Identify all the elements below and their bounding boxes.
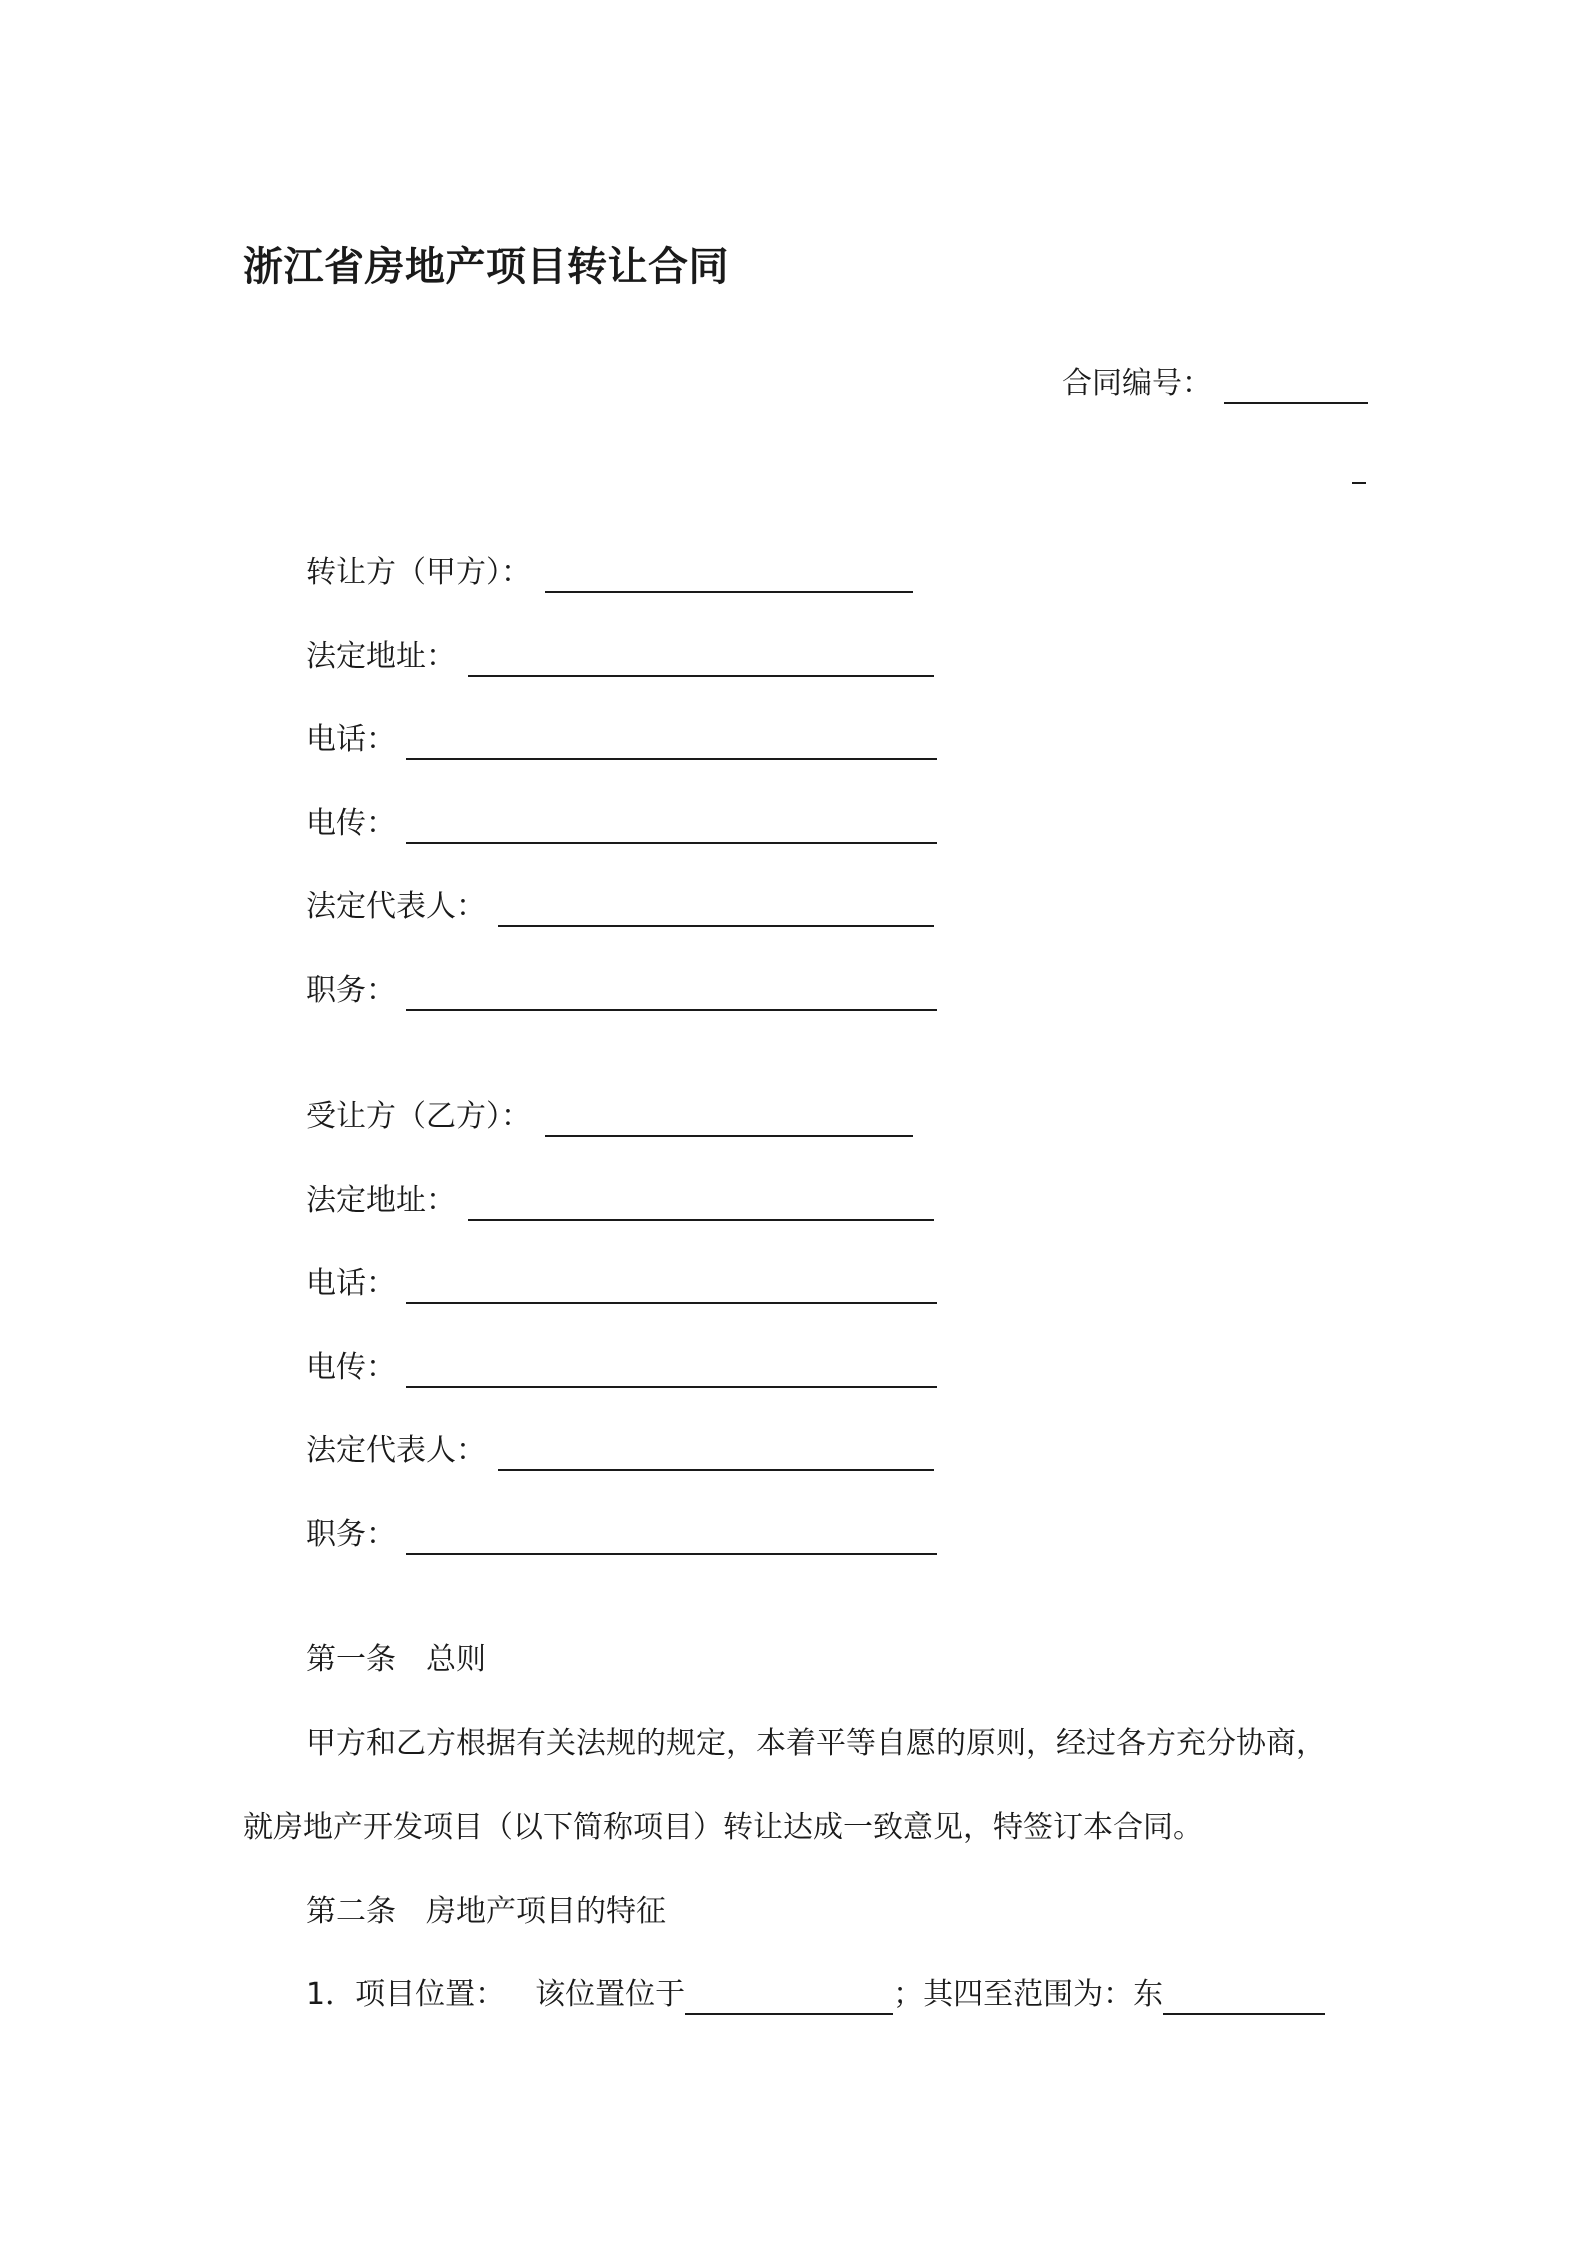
party-a-position-label: 职务： <box>306 973 396 1008</box>
party-a-representative-label: 法定代表人： <box>306 889 486 924</box>
party-a-heading-label: 转让方（甲方）： <box>306 555 531 590</box>
contract-number-blank[interactable] <box>1224 368 1368 404</box>
article-2-item-1-text-b: ；其四至范围为：东 <box>893 1977 1164 2012</box>
party-a-phone-blank[interactable] <box>406 724 937 760</box>
article-1-heading: 第一条 总则 <box>306 1642 486 1677</box>
party-b-phone-blank[interactable] <box>406 1268 937 1304</box>
party-a-representative-blank[interactable] <box>498 891 934 927</box>
party-b-heading-row <box>306 1097 913 1137</box>
party-b-heading-label: 受让方（乙方）： <box>306 1099 531 1134</box>
party-b-fax-label: 电传： <box>306 1350 396 1385</box>
party-b-position-blank[interactable] <box>406 1519 937 1555</box>
article-2-item-1-row <box>306 1975 1325 2015</box>
party-a-fax-label: 电传： <box>306 806 396 841</box>
party-b-representative-row <box>306 1431 934 1471</box>
stray-dash <box>1352 482 1366 484</box>
party-b-address-row <box>306 1181 934 1221</box>
party-a-phone-row <box>306 720 937 760</box>
party-b-fax-row <box>306 1348 937 1388</box>
contract-number-row <box>1062 364 1368 404</box>
article-2-item-1-label: 1．项目位置： <box>306 1977 506 2012</box>
party-b-representative-blank[interactable] <box>498 1435 934 1471</box>
party-b-name-blank[interactable] <box>545 1101 913 1137</box>
party-b-phone-label: 电话： <box>306 1266 396 1301</box>
party-a-representative-row <box>306 887 934 927</box>
party-a-phone-label: 电话： <box>306 722 396 757</box>
party-a-address-row <box>306 637 934 677</box>
party-a-position-blank[interactable] <box>406 975 937 1011</box>
document-title: 浙江省房地产项目转让合同 <box>243 244 729 290</box>
party-a-name-blank[interactable] <box>545 557 913 593</box>
article-2-item-1-text-a: 该位置位于 <box>535 1977 686 2012</box>
party-b-phone-row <box>306 1264 937 1304</box>
article-1-line-1: 甲方和乙方根据有关法规的规定，本着平等自愿的原则，经过各方充分协商， <box>306 1726 1326 1761</box>
party-b-fax-blank[interactable] <box>406 1352 937 1388</box>
party-a-address-blank[interactable] <box>468 641 934 677</box>
party-b-address-blank[interactable] <box>468 1185 934 1221</box>
east-boundary-blank[interactable] <box>1163 1979 1325 2015</box>
party-b-position-label: 职务： <box>306 1517 396 1552</box>
party-b-address-label: 法定地址： <box>306 1183 456 1218</box>
party-a-fax-row <box>306 804 937 844</box>
article-2-heading: 第二条 房地产项目的特征 <box>306 1894 666 1929</box>
contract-number-label: 合同编号： <box>1062 366 1212 401</box>
party-a-fax-blank[interactable] <box>406 808 937 844</box>
party-b-position-row <box>306 1515 937 1555</box>
party-b-representative-label: 法定代表人： <box>306 1433 486 1468</box>
project-location-blank[interactable] <box>685 1979 893 2015</box>
article-1-line-2: 就房地产开发项目（以下简称项目）转让达成一致意见，特签订本合同。 <box>243 1810 1203 1845</box>
party-a-position-row <box>306 971 937 1011</box>
party-a-heading-row <box>306 553 913 593</box>
party-a-address-label: 法定地址： <box>306 639 456 674</box>
